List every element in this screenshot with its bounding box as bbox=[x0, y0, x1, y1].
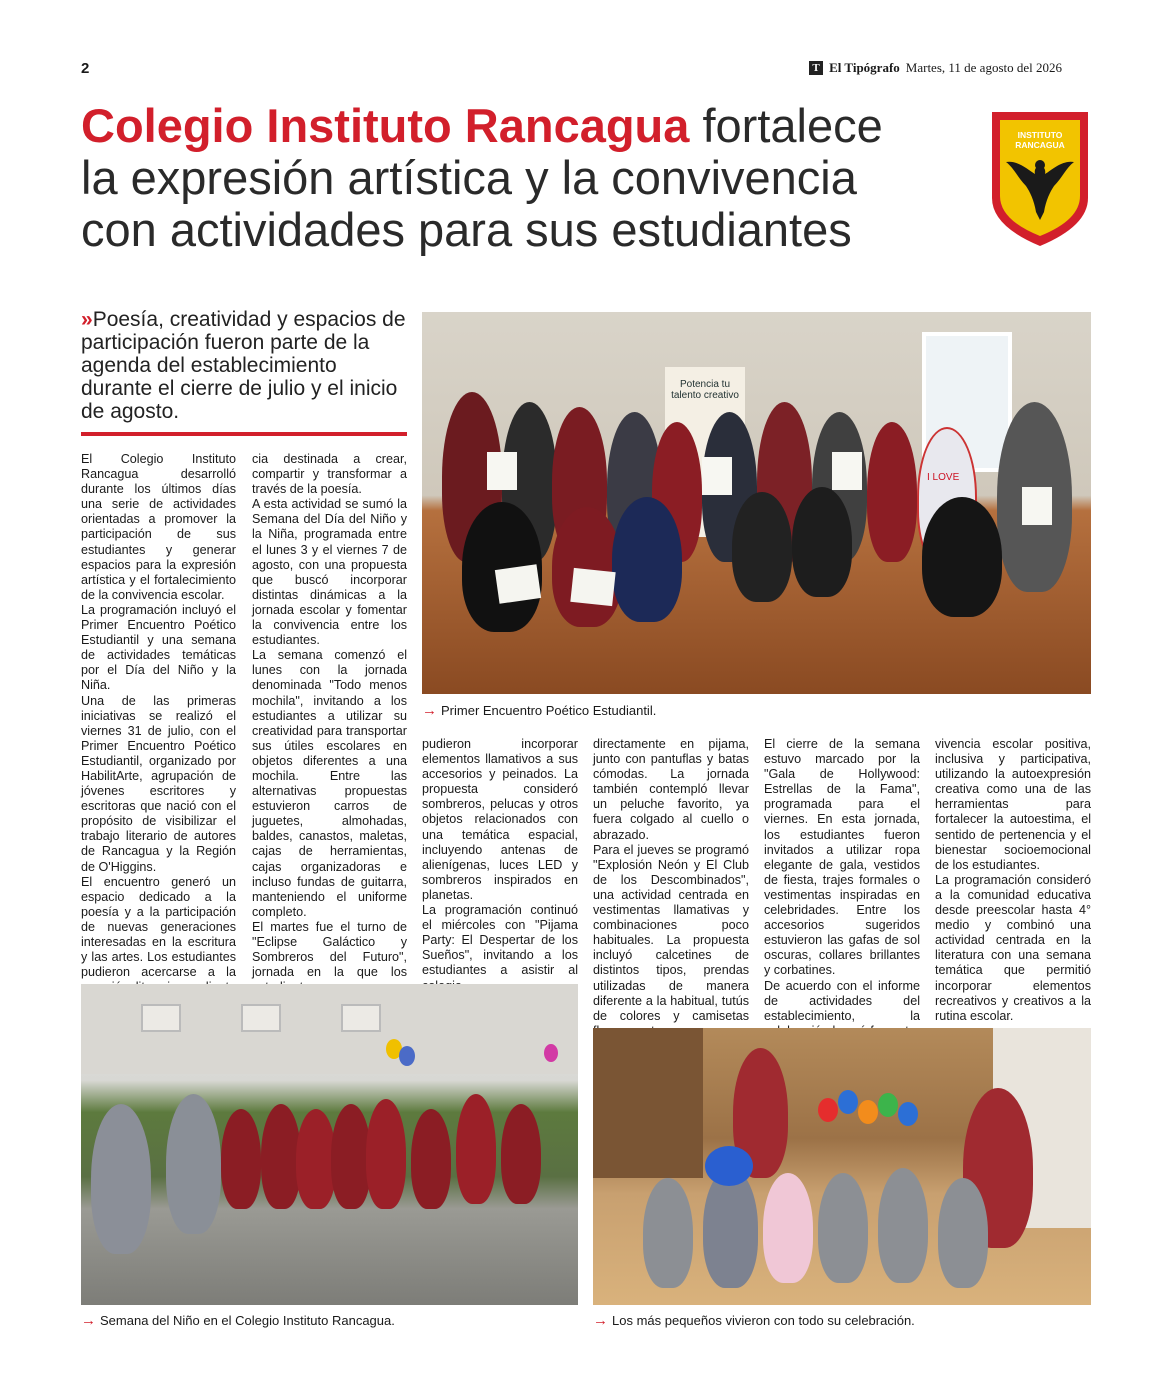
body-column-3 bbox=[422, 737, 578, 994]
caption-text: Los más pequeños vivieron con todo su celebración. bbox=[612, 1313, 915, 1328]
main-photo-poetry-event bbox=[422, 312, 1091, 694]
right-photo-caption bbox=[593, 1312, 915, 1329]
caption-text: Semana del Niño en el Colegio Instituto Rancagua. bbox=[100, 1313, 395, 1328]
issue-date: Martes, 11 de agosto del 2026 bbox=[905, 60, 1062, 75]
photo-children-week bbox=[81, 984, 578, 1305]
arrow-right-icon: → bbox=[81, 1312, 96, 1329]
crest-text-line2: RANCAGUA bbox=[1015, 140, 1065, 150]
body-column-1 bbox=[81, 452, 236, 1010]
arrow-right-icon: → bbox=[593, 1312, 608, 1329]
paragraph: pudieron incorporar elementos llamativos a sus accesorios y peinados. La propuesta consideró sombreros, pelucas y otros objetos relacionados con una temática espacial, incluyendo antenas de alienígenas, luces LED y sombreros inspirados en planetas. bbox=[422, 737, 578, 902]
paragraph: La programación incluyó el Primer Encuentro Poético Estudiantil y una semana de actividades temáticas por el Día del Niño y la Niña. bbox=[81, 602, 236, 693]
deck-chevron: » bbox=[81, 308, 93, 331]
deck-text: Poesía, creatividad y espacios de participación fueron parte de la agenda del establecimiento durante el cierre de julio y el inicio de agosto. bbox=[81, 308, 406, 423]
paragraph: La semana comenzó el lunes con la jornada denominada "Todo menos mochila", invitando a los estudiantes a utilizar su creatividad para transportar sus útiles escolares en objetos diferentes a una mochila. Entre las alternativas propuestas estuvieron carros de juguetes, almohadas, baldes, canastos, maletas, cajas de herramientas, cajas organizadoras e incluso fundas de guitarra, manteniendo el uniforme completo. bbox=[252, 648, 407, 919]
body-column-6 bbox=[935, 737, 1091, 1024]
headline-line-2: la expresión artística y la convivencia bbox=[81, 151, 857, 204]
paragraph: La programación consideró a la comunidad educativa desde preescolar hasta 4° medio y combinó una actividad centrada en la literatura con una semana temática que permitió incorporar elementos recreativos y creativos a la rutina escolar. bbox=[935, 872, 1091, 1023]
newspaper-name: El Tipógrafo bbox=[829, 60, 900, 75]
main-photo-caption bbox=[422, 702, 656, 719]
photo-preschool-celebration bbox=[593, 1028, 1091, 1305]
paragraph: El martes fue el turno de "Eclipse Galáctico y Sombreros del Futuro", jornada en la que los bbox=[252, 919, 407, 980]
arrow-right-icon: → bbox=[422, 702, 437, 719]
paragraph: Para el jueves se programó "Explosión Neón y El Club de los Descombinados", una actividad centrada en vestimentas llamativas y combinaciones poco habituales. La propuesta incluyó calcetines de distintos tipos, prendas utilizadas de manera diferente a la habitual, tutús de colores y camisetas bbox=[593, 842, 749, 1023]
banner-line-2: talento creativo bbox=[671, 390, 739, 401]
banner-line-1: Potencia tu bbox=[679, 379, 731, 390]
body-column-5 bbox=[764, 737, 920, 1054]
paragraph: A esta actividad se sumó la Semana del Día del Niño y la Niña, programada entre el lunes 3 y el viernes 7 de agosto, con una propuesta que buscó incorporar distintas dinámicas a la jornada escolar y fomentar la convivencia entre los estudiantes. bbox=[252, 497, 407, 648]
paragraph: El encuentro generó un espacio dedicado a la poesía y a la participación de nuevas generaciones interesadas en la escritura y las artes. Los estudiantes pudieron acercarse a la bbox=[81, 874, 236, 980]
page-number: 2 bbox=[81, 60, 90, 77]
paragraph: Una de las primeras iniciativas se realizó el viernes 31 de julio, con el Primer Encuentro Poético Estudiantil, organizado por HabilitArte, agrupación de jóvenes escritores y escritoras que nació con el propósito de visibilizar el trabajo literario de autores de Rancagua y la Región de O'Higgins. bbox=[81, 693, 236, 874]
article-deck bbox=[81, 308, 411, 423]
body-column-4 bbox=[593, 737, 749, 1039]
paragraph: De acuerdo con el informe de actividades del establecimiento, la bbox=[764, 978, 920, 1023]
paragraph: cia destinada a crear, compartir y transformar a través de la poesía. bbox=[252, 452, 407, 497]
paragraph: El cierre de la semana estuvo marcado por la "Gala de Hollywood: Estrellas de la Fama", programada para el viernes. En esta jornada, los estudiantes fueron invitados a utilizar ropa elegante de gala, vestidos de fiesta, trajes formales o vestimentas inspiradas en celebridades. Entre los accesorios sugeridos estuvieron las gafas de sol oscuras, collares brillantes y corbatines. bbox=[764, 737, 920, 978]
headline-verb: fortalece bbox=[689, 99, 883, 152]
newspaper-logo-icon: T bbox=[809, 61, 823, 75]
masthead bbox=[809, 60, 1062, 76]
bookshelf bbox=[593, 1028, 703, 1178]
headline-school-name: Colegio Instituto Rancagua bbox=[81, 99, 690, 152]
school-crest-logo bbox=[990, 108, 1090, 248]
body-column-2 bbox=[252, 452, 407, 995]
paragraph: directamente en pijama, junto con pantuflas y batas cómodas. La jornada también contempló llevar un peluche favorito, ya fuera colgado al cuello o abrazado. bbox=[593, 737, 749, 842]
caption-text: Primer Encuentro Poético Estudiantil. bbox=[441, 703, 657, 718]
red-divider bbox=[81, 432, 407, 436]
left-photo-caption bbox=[81, 1312, 395, 1329]
headline bbox=[81, 100, 961, 256]
headline-line-3: con actividades para sus estudiantes bbox=[81, 203, 852, 256]
crest-text-line1: INSTITUTO bbox=[1017, 130, 1063, 140]
paragraph: La programación continuó el miércoles con "Pijama Party: El Despertar de los Sueños", invitando a los estudiantes a asistir al bbox=[422, 903, 578, 978]
paragraph: vivencia escolar positiva, inclusiva y participativa, utilizando la autoexpresión creativa como una de las herramientas para fortalecer la autoestima, el sentido de pertenencia y el bienestar socioemocional de los estudiantes. bbox=[935, 737, 1091, 872]
paragraph: El Colegio Instituto Rancagua desarrolló durante los últimos días una serie de actividades orientadas a promover la participación de sus estudiantes y generar espacios para la expresión artística y el fortalecimiento de la convivencia escolar. bbox=[81, 452, 236, 602]
shirt-text: I LOVE bbox=[927, 472, 960, 483]
